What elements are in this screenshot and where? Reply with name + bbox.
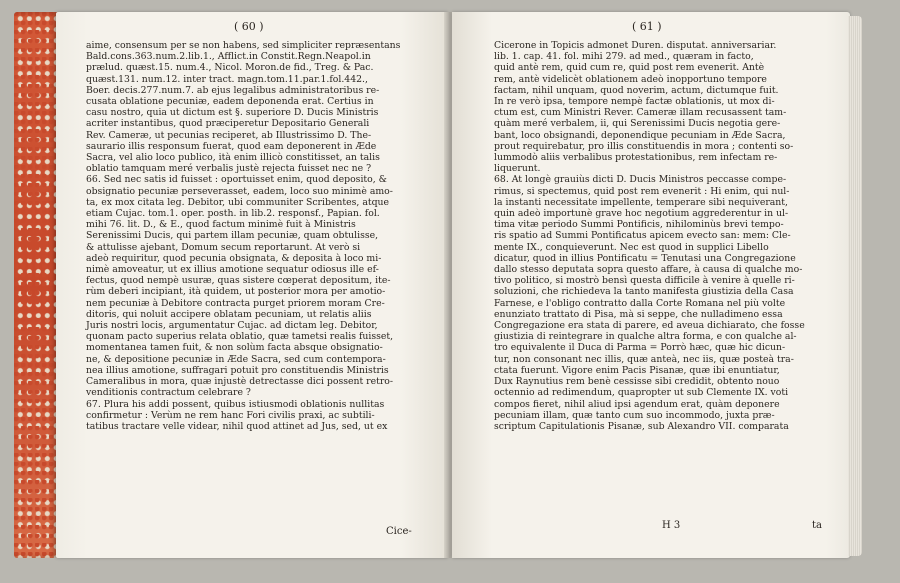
text-line: rem, antè videlicèt oblationem adeò inopportuno tempore [494, 73, 767, 85]
text-line: oblatio tamquam meré verbalis justè rejecta fuisset nec ne ? [86, 163, 372, 175]
text-line: obsignatio pecuniæ perseverasset, eadem, loco suo minimè amo- [86, 185, 393, 197]
text-line: Cicerone in Topicis admonet Duren. disputat. anniversariar. [494, 40, 777, 51]
text-line: venditionis contractum celebrare ? [86, 387, 251, 399]
text-line: rùm deberi incipiant, ità quidem, ut posterior mora per amotio- [86, 286, 386, 298]
text-line: nem pecuniæ à Debitore contracta purget priorem moram Cre- [86, 297, 385, 309]
text-line: quin adeò importunè grave hoc negotium aggrederentur in ul- [494, 208, 789, 220]
right-page-number: ( 61 ) [632, 20, 662, 33]
text-line: fectus, quod nempè usuræ, quas sistere cœperat depositum, ite- [86, 275, 391, 287]
text-line: quonam pacto superius relata oblatio, quæ tametsi realis fuisset, [86, 331, 394, 343]
text-line: dallo stesso deputata sopra questo affare, à causa di qualche mo- [494, 264, 803, 276]
text-line: compos fieret, nihil aliud ipsi agendum erat, quàm deponere [494, 398, 780, 410]
text-line: dicatur, quod in illius Pontificatu = Tenutasi una Congregazione [494, 252, 796, 264]
right-catchword: ta [812, 520, 822, 531]
text-line: tivo politico, si mostrò bensì questa difficile à venire à quelle ri- [494, 275, 795, 287]
text-line: 67. Plura his addi possent, quibus istiusmodi oblationis nullitas [86, 398, 385, 410]
text-line: giustizia di reintegrare in qualche altra forma, e con qualche al- [494, 331, 797, 343]
text-line: Serenissimi Ducis, qui partem illam pecuniæ, quam obtulisse, [86, 230, 379, 242]
text-line: Rev. Cameræ, ut pecunias reciperet, ab Illustrissimo D. The- [86, 129, 372, 141]
right-page-text [494, 40, 828, 432]
text-line: Boer. decis.277.num.7. ab ejus legalibus administratoribus re- [86, 84, 380, 96]
text-line: ditoris, qui noluit accipere oblatam pecuniam, ut relatis aliis [86, 308, 372, 320]
text-line: mihi 76. lit. D., & E., quod factum minimè fuit à Ministris [86, 219, 356, 231]
text-line: aime, consensum per se non habens, sed simpliciter repræsentans [86, 40, 401, 51]
text-line: quàm meré verbalem, ii, qui Serenissimi Ducis negotia gere- [494, 118, 781, 130]
right-page [452, 12, 850, 558]
text-line: soluzioni, che richiedeva la tanto manifesta giustizia della Casa [494, 286, 794, 298]
text-line: enunziato trattato di Pisa, mà si seppe, che nulladimeno essa [494, 308, 783, 320]
text-line: pecuniam illam, quæ tanto cum suo incommodo, juxta præ- [494, 409, 775, 421]
text-line: quæst.131. num.12. inter tract. magn.tom.11.par.1.fol.442., [86, 73, 368, 85]
text-line: ctata fuerunt. Vigore enim Pacis Pisanæ, quæ ibi enuntiatur, [494, 364, 780, 376]
text-line: tur, non consonant nec illis, quæ anteà, nec iis, quæ posteà tra- [494, 353, 794, 365]
text-line: Cameralibus in mora, quæ injustè detrectasse dici possent retro- [86, 376, 394, 388]
left-page [56, 12, 448, 558]
text-line: rimus, si spectemus, quid post rem evenerit : Hi enim, qui nul- [494, 185, 790, 197]
text-line: nimè amoveatur, ut ex illius amotione sequatur odiosus ille ef- [86, 264, 379, 276]
text-line: adeò requiritur, quod pecunia obsignata, & deposita à loco mi- [86, 252, 382, 264]
left-catchword: Cice- [386, 526, 412, 537]
text-line: Juris nostri locis, argumentatur Cujac. ad dictam leg. Debitor, [86, 320, 378, 332]
text-line: Congregazione era stata di parere, ed aveua dichiarato, che fosse [494, 320, 805, 332]
text-line: cusata oblatione pecuniæ, eadem deponenda erat. Certius in [86, 96, 374, 108]
text-line: tatibus tractare velle videar, nihil quod attinet ad Jus, sed, ut ex [86, 420, 388, 432]
text-line: 68. At longè grauiùs dicti D. Ducis Ministros peccasse compe- [494, 174, 787, 186]
text-line: In re verò ipsa, tempore nempè factæ oblationis, ut mox di- [494, 96, 775, 108]
text-line: ris spatio ad Summi Pontificatus apicem evecto san: mem: Cle- [494, 230, 791, 242]
text-line: lummodò aliis verbalibus protestationibus, rem infectam re- [494, 152, 778, 164]
text-line: Bald.cons.363.num.2.lib.1., Afflict.in Constit.Regn.Neapol.in [86, 51, 371, 63]
text-line: la instanti necessitate impellente, temperare sibi nequiverant, [494, 196, 788, 208]
text-line: confirmetur : Verùm ne rem hanc Fori civilis praxi, ac subtili- [86, 409, 375, 421]
text-line: Dux Raynutius rem benè cessisse sibi credidit, obtento nouo [494, 376, 780, 388]
text-line: Sacra, vel alio loco publico, ità enim illicò constitisset, an talis [86, 152, 380, 164]
text-line: quid antè rem, quid cum re, quid post rem evenerit. Antè [494, 62, 765, 74]
text-line: ne, & depositione pecuniæ in Æde Sacra, sed cum contempora- [86, 353, 386, 365]
text-line: momentanea tamen fuit, & non solùm facta absque obsignatio- [86, 342, 383, 354]
text-line: prout requirebatur, pro illis constituendis in mora ; contenti so- [494, 140, 794, 152]
signature-mark: H 3 [662, 520, 681, 531]
text-line: mente IX., conquieverunt. Nec est quod in supplici Libello [494, 241, 769, 253]
text-line: casu nostro, quia ut dictum est §. superiore D. Ducis Ministris [86, 107, 379, 119]
text-line: tima vitæ periodo Summi Pontificis, nihilominùs brevi tempo- [494, 219, 784, 231]
left-page-text [86, 40, 436, 432]
text-line: liquerunt. [494, 163, 541, 175]
text-line: 66. Sed nec satis id fuisset : oportuisset enim, quod deposito, & [86, 174, 387, 186]
text-line: saurario illis responsum fuerat, quod eam deponerent in Æde [86, 140, 377, 152]
marbled-page-edge [14, 12, 58, 558]
text-line: ta, ex mox citata leg. Debitor, ubi communiter Scribentes, atque [86, 196, 390, 208]
text-line: scriptum Capitulationis Pisanæ, sub Alexandro VII. comparata [494, 420, 789, 432]
text-line: & attulisse ajebant, Domum secum reportarunt. At verò si [86, 241, 361, 253]
text-line: acriter instantibus, quod præciperetur Depositario Generali [86, 118, 370, 130]
text-line: lib. 1. cap. 41. fol. mihi 279. ad med., quæram in facto, [494, 51, 754, 63]
text-line: nea illius amotione, suffragari potuit pro constituendis Ministris [86, 364, 389, 376]
text-line: etiam Cujac. tom.1. oper. posth. in lib.2. responsf., Papian. fol. [86, 208, 380, 220]
text-line: ctum est, cum Ministri Rever. Cameræ illam recusassent tam- [494, 107, 787, 119]
text-line: factam, nihil unquam, quod noverim, actum, dictumque fuit. [494, 84, 779, 96]
text-line: Farnese, e l'obligo contratto dalla Corte Romana nel più volte [494, 297, 786, 309]
page-block-edge [848, 16, 862, 556]
text-line: bant, loco obsignandi, deponendique pecuniam in Æde Sacra, [494, 129, 786, 141]
text-line: prælud. quæst.15. num.4., Nicol. Moron.de fid., Treg. & Pac. [86, 62, 374, 74]
text-line: tro equivalente il Duca di Parma = Porrò hæc, quæ hic dicun- [494, 342, 786, 354]
text-line: octennio ad redimendum, quapropter ut sub Clemente IX. voti [494, 387, 789, 399]
left-page-number: ( 60 ) [234, 20, 264, 33]
